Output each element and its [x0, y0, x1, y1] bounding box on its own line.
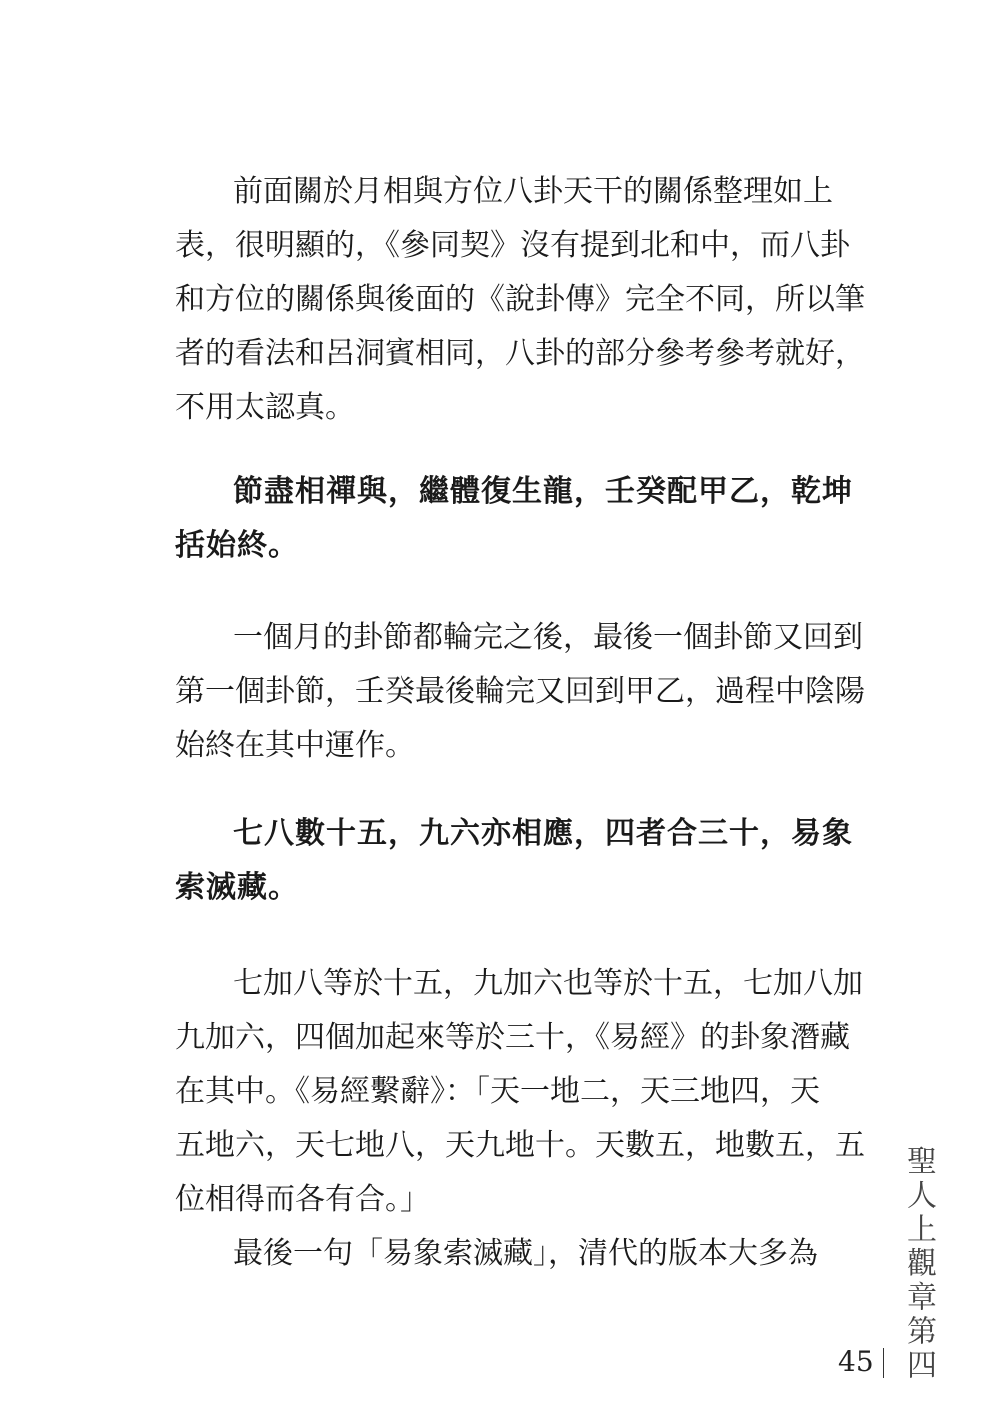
- verse-1-line-1: 節盡相禪與，繼體復生龍，壬癸配甲乙，乾坤: [233, 474, 853, 509]
- paragraph-1-line-1: 前面關於月相與方位八卦天干的關係整理如上: [233, 174, 833, 209]
- verse-2-line-1: 七八數十五，九六亦相應，四者合三十，易象: [233, 816, 853, 851]
- verse-1-line-2: 括始終。: [175, 528, 299, 563]
- paragraph-4-line-1: 最後一句「易象索滅藏」，清代的版本大多為: [233, 1236, 818, 1271]
- chapter-running-title: 聖人上觀章第四: [901, 1145, 936, 1383]
- paragraph-1-line-2: 表，很明顯的，《參同契》沒有提到北和中，而八卦: [175, 228, 850, 263]
- page-number-divider: [883, 1348, 884, 1378]
- verse-2-line-2: 索滅藏。: [175, 870, 299, 905]
- paragraph-2-line-3: 始終在其中運作。: [175, 728, 415, 763]
- paragraph-1-line-3: 和方位的關係與後面的《說卦傳》完全不同，所以筆: [175, 282, 865, 317]
- paragraph-2-line-1: 一個月的卦節都輪完之後，最後一個卦節又回到: [233, 620, 863, 655]
- paragraph-2-line-2: 第一個卦節，壬癸最後輪完又回到甲乙，過程中陰陽: [175, 674, 865, 709]
- paragraph-1-line-4: 者的看法和呂洞賓相同，八卦的部分參考參考就好，: [175, 336, 865, 371]
- paragraph-3-line-1: 七加八等於十五，九加六也等於十五，七加八加: [233, 966, 863, 1001]
- paragraph-3-line-5: 位相得而各有合。」: [175, 1182, 430, 1217]
- paragraph-3-line-3: 在其中。《易經繫辭》：「天一地二，天三地四，天: [175, 1074, 820, 1109]
- paragraph-1-line-5: 不用太認真。: [175, 390, 355, 425]
- page-number: 45: [838, 1345, 874, 1378]
- paragraph-3-line-4: 五地六，天七地八，天九地十。天數五，地數五，五: [175, 1128, 865, 1163]
- paragraph-3-line-2: 九加六，四個加起來等於三十，《易經》的卦象潛藏: [175, 1020, 850, 1055]
